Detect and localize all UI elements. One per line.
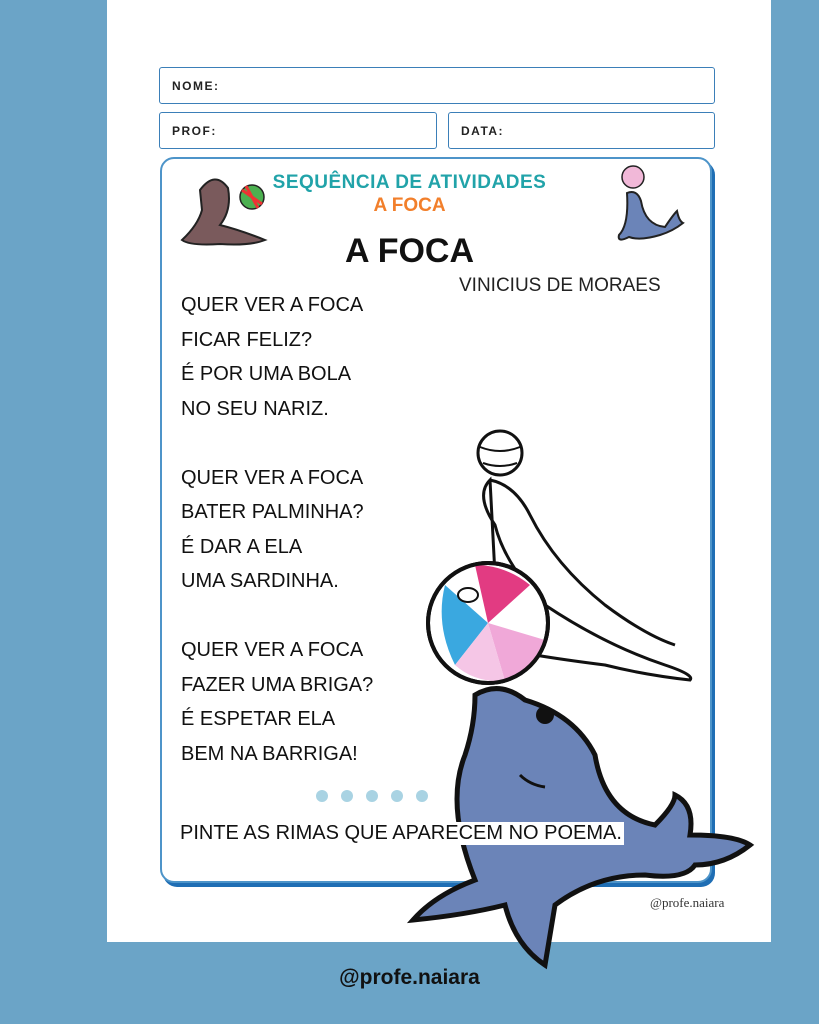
stanza bbox=[181, 288, 373, 426]
poem-line: NO SEU NARIZ. bbox=[181, 397, 329, 420]
seal-balancing-ball-illustration bbox=[405, 425, 755, 980]
series-title: SEQUÊNCIA DE ATIVIDADES bbox=[272, 172, 547, 193]
teacher-field[interactable] bbox=[159, 112, 437, 149]
footer-handle: @profe.naiara bbox=[339, 966, 480, 989]
page-credit: @profe.naiara bbox=[650, 895, 725, 910]
poem-line: BATER PALMINHA? bbox=[181, 501, 364, 523]
stanza bbox=[181, 633, 373, 771]
stanza bbox=[181, 461, 373, 599]
poem-line: QUER VER A FOCA bbox=[181, 639, 364, 661]
poem-body bbox=[181, 288, 373, 806]
poem-line: QUER VER A FOCA bbox=[181, 294, 364, 316]
poem-line: É DAR A ELA bbox=[181, 535, 303, 558]
poem-line: FAZER UMA BRIGA? bbox=[181, 673, 374, 696]
name-label: NOME: bbox=[172, 78, 220, 93]
instruction-text: PINTE AS RIMAS QUE APARECEM NO POEMA. bbox=[180, 822, 622, 844]
poem-line: UMA SARDINHA. bbox=[181, 570, 339, 592]
poem-line: É ESPETAR ELA bbox=[181, 708, 336, 730]
date-field[interactable] bbox=[448, 112, 715, 149]
date-label: DATA: bbox=[461, 123, 505, 138]
poem-line: BEM NA BARRIGA! bbox=[181, 742, 358, 765]
name-field[interactable] bbox=[159, 67, 715, 104]
teacher-label: PROF: bbox=[172, 123, 217, 138]
poem-line: QUER VER A FOCA bbox=[181, 466, 364, 489]
poem-line: É POR UMA BOLA bbox=[181, 363, 352, 385]
poem-title: A FOCA bbox=[344, 232, 475, 270]
series-subtitle: A FOCA bbox=[373, 195, 446, 216]
poem-author: VINICIUS DE MORAES bbox=[459, 275, 661, 296]
poem-line: FICAR FELIZ? bbox=[181, 328, 313, 351]
